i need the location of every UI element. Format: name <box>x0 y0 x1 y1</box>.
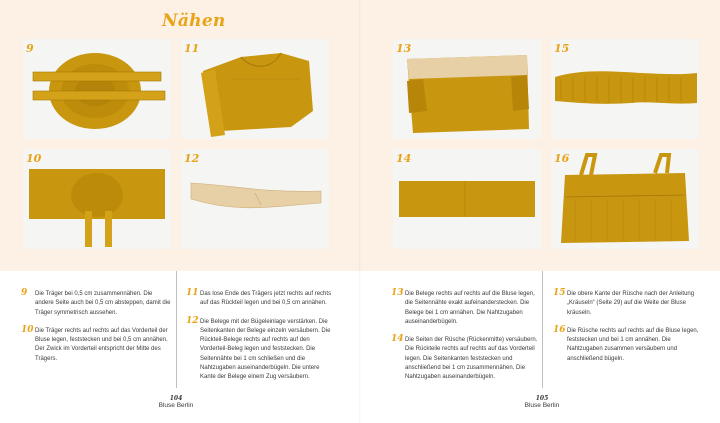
step-text: Die Rüsche rechts auf rechts auf die Bluse legen, feststecken und bei 1 cm annähen. Die Nahtzugaben zusammen versäubern und anschließend bügeln. <box>567 327 699 362</box>
fabric-roll-and-straps-illustration <box>23 39 171 139</box>
step-number: 14 <box>391 334 404 345</box>
step-number: 16 <box>553 324 566 335</box>
step-text: Die Träger bei 0,5 cm zusammennähen. Die andere Seite auch bei 0,5 cm absteppen, damit die Träger symmetrisch aussehen. <box>35 291 171 316</box>
instructions-column-1 <box>21 290 171 373</box>
step-photo-12 <box>181 149 329 249</box>
step-photo-label: 12 <box>184 152 200 165</box>
page-number: 104 <box>169 395 183 402</box>
step-number: 13 <box>391 288 404 298</box>
step-photo-16 <box>551 149 699 249</box>
step-photo-15 <box>551 39 699 139</box>
folio-right <box>514 395 570 409</box>
step-photo-10 <box>23 149 171 249</box>
front-with-straps-illustration <box>23 149 171 249</box>
step-photo-label: 13 <box>396 42 412 55</box>
folio-left <box>148 395 204 409</box>
instructions-column-4 <box>553 290 703 373</box>
column-divider <box>542 271 543 388</box>
step-photo-14 <box>393 149 541 249</box>
instruction-step-12 <box>186 315 336 383</box>
instruction-step-9 <box>21 290 171 318</box>
step-photo-label: 15 <box>554 42 570 55</box>
page-gutter <box>359 0 361 423</box>
step-text: Die Belege rechts auf rechts auf die Bluse legen, die Seitennähte exakt aufeinanderstecken. Die Belege bei 1 cm annähen. Die Nahtzugaben auseinanderbügeln. <box>405 291 535 325</box>
page-number: 105 <box>535 395 549 402</box>
step-number: 11 <box>186 288 199 298</box>
blouse-with-strap-illustration <box>181 39 329 139</box>
step-photo-label: 10 <box>26 152 42 165</box>
ruffle-strip-illustration <box>393 149 541 249</box>
gathered-ruffle-illustration <box>551 39 699 139</box>
instructions-column-2 <box>186 290 336 392</box>
instruction-step-14 <box>391 336 541 382</box>
finished-blouse-illustration <box>551 149 699 249</box>
step-number: 12 <box>186 315 199 326</box>
step-photo-13 <box>393 39 541 139</box>
column-divider <box>176 271 177 388</box>
step-photo-label: 9 <box>26 42 34 55</box>
running-title: Bluse Berlin <box>524 402 560 409</box>
instruction-step-10 <box>21 324 171 364</box>
step-photo-11 <box>181 39 329 139</box>
step-photo-label: 11 <box>184 42 200 55</box>
facing-on-blouse-illustration <box>393 39 541 139</box>
step-text: Die Seiten der Rüsche (Rückenmitte) versäubern. Die Rückteile rechts auf rechts auf das Vorderteil legen. Die Seitenkanten feststecken und anschließend bei 1 cm zusammennähen. Die Nahtzugaben auseinanderbügeln. <box>405 337 538 381</box>
instruction-step-13 <box>391 290 541 327</box>
step-photo-label: 16 <box>554 152 570 165</box>
step-number: 15 <box>553 288 566 298</box>
step-photo-label: 14 <box>396 152 412 165</box>
instruction-step-15 <box>553 290 703 318</box>
step-number: 10 <box>21 324 34 335</box>
instruction-step-11 <box>186 290 336 309</box>
step-text: Das lose Ende des Trägers jetzt rechts auf rechts auf das Rückteil legen und bei 0,5 cm annähen. <box>200 291 332 307</box>
instruction-step-16 <box>553 324 703 364</box>
step-text: Die Belege mit der Bügeleinlage verstärken. Die Seitenkanten der Belege einzeln versäubern. Die Rückteil-Belege rechts auf rechts auf den Vorderteil-Beleg legen und feststecken. Die Seitennähte bei 1 cm schließen und die Nahtzugaben auseinanderbügeln. Die untere Kante der Belege einem Zug versäubern. <box>200 318 331 381</box>
section-title: Nähen <box>162 11 226 31</box>
step-number: 9 <box>21 288 28 298</box>
step-text: Die Träger rechts auf rechts auf das Vorderteil der Bluse legen, feststecken und bei 0,5 cm annähen. Der Zwick im Vorderteil entspricht der Mitte des Trägers. <box>35 327 168 362</box>
step-photo-9 <box>23 39 171 139</box>
interfaced-facing-illustration <box>181 149 329 249</box>
running-title: Bluse Berlin <box>158 402 194 409</box>
instructions-column-3 <box>391 290 541 392</box>
step-text: Die obere Kante der Rüsche nach der Anleitung „Kräuseln“ (Seite 29) auf die Weite der Bluse kräuseln. <box>567 291 695 316</box>
